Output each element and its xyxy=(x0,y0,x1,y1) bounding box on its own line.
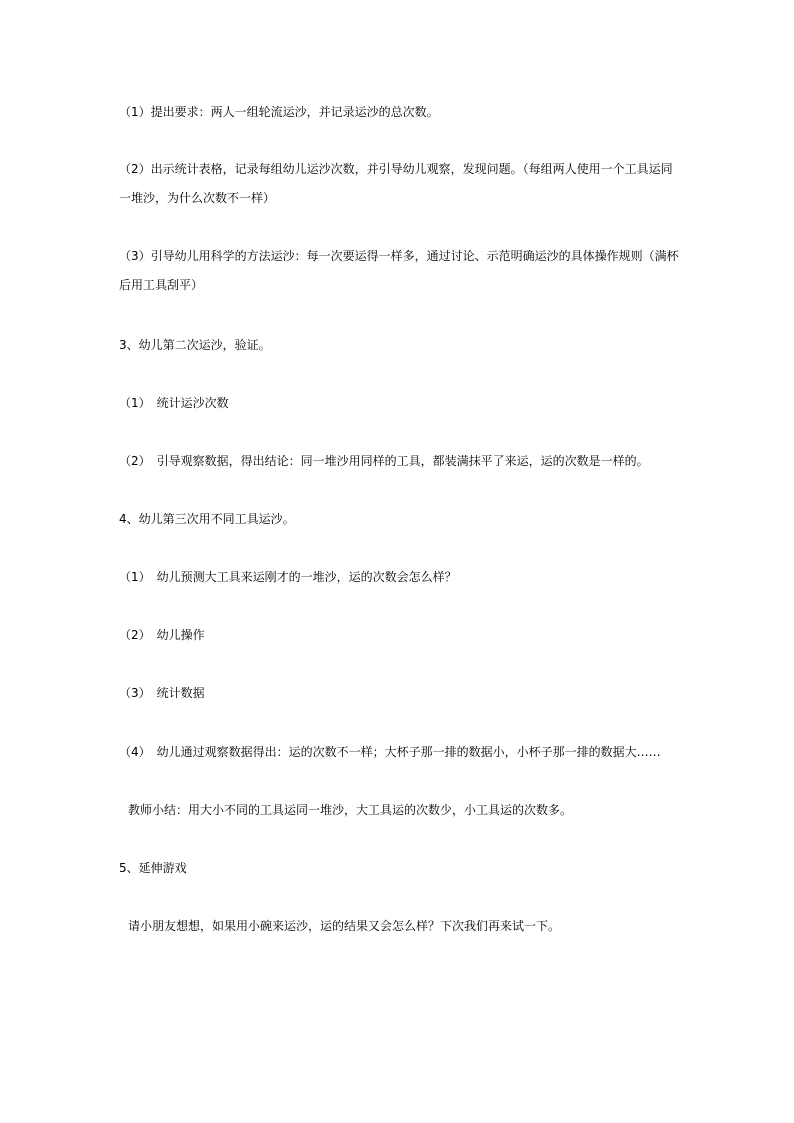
teacher-summary: 教师小结：用大小不同的工具运同一堆沙，大工具运的次数少，小工具运的次数多。 xyxy=(128,803,573,817)
heading-step-5: 5、延伸游戏 xyxy=(119,861,187,875)
paragraph-step-3-2: （2） 引导观察数据，得出结论：同一堆沙用同样的工具，都装满抹平了来运，运的次数是一样的。 xyxy=(119,454,649,468)
paragraph-step-2-2: （2）出示统计表格，记录每组幼儿运沙次数，并引导幼儿观察，发现问题。（每组两人使用一个工具运同一堆沙，为什么次数不一样） xyxy=(119,162,673,205)
paragraph-step-2-3: （3）引导幼儿用科学的方法运沙：每一次要运得一样多，通过讨论、示范明确运沙的具体操作规则（满杯后用工具刮平） xyxy=(119,249,679,292)
paragraph-step-4-2: （2） 幼儿操作 xyxy=(119,628,205,642)
paragraph-step-4-4: （4） 幼儿通过观察数据得出：运的次数不一样；大杯子那一排的数据小，小杯子那一排的数据大…… xyxy=(119,745,661,759)
paragraph-step-3-1: （1） 统计运沙次数 xyxy=(119,396,229,410)
heading-step-3: 3、幼儿第二次运沙，验证。 xyxy=(119,338,271,352)
paragraph-step-2-1: （1）提出要求：两人一组轮流运沙，并记录运沙的总次数。 xyxy=(119,105,439,119)
heading-step-4: 4、幼儿第三次用不同工具运沙。 xyxy=(119,512,295,526)
extension-activity: 请小朋友想想，如果用小碗来运沙，运的结果又会怎么样？下次我们再来试一下。 xyxy=(128,919,561,933)
paragraph-step-4-3: （3） 统计数据 xyxy=(119,686,205,700)
paragraph-step-4-1: （1） 幼儿预测大工具来运刚才的一堆沙，运的次数会怎么样？ xyxy=(119,570,457,584)
